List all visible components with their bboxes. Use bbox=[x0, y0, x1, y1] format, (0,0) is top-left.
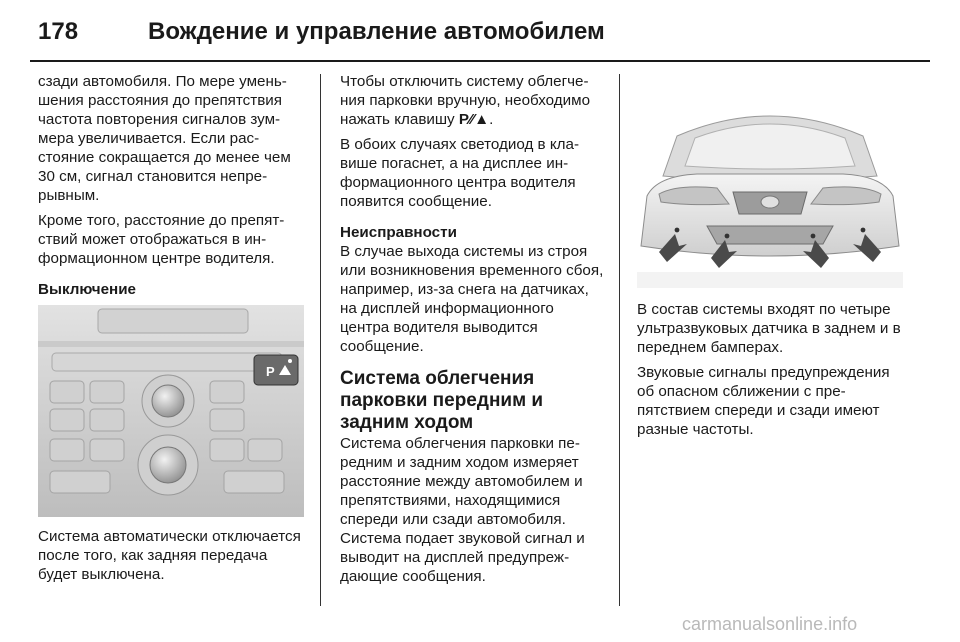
heading-switch-off: Выключение bbox=[38, 281, 136, 298]
page-number: 178 bbox=[38, 18, 79, 45]
paragraph: В случае выхода системы из строя или возникновения временного сбоя, например, из-за снега на датчиках, на дисплей информационного центра водителя выводится сообщение. bbox=[340, 243, 604, 355]
parking-key-symbol: P⁄⁄▲ bbox=[458, 111, 490, 128]
column-3 bbox=[637, 72, 907, 445]
paragraph: Система автоматически отключается после того, как задняя передача будет выключена. bbox=[38, 528, 301, 583]
figure-car-front-sensors bbox=[637, 76, 903, 288]
paragraph: В состав системы входят по четыре ультразвуковых датчика в заднем и в переднем бамперах. bbox=[637, 301, 901, 356]
page-title: Вождение и управление автомобилем bbox=[148, 18, 605, 45]
paragraph: сзади автомобиля. По мере уменьшения расстояния до препятствия частота повторения сигналов зуммера увеличивается. Если расстояние сокращается до менее чем 30 см, сигнал становится непрерывным. bbox=[38, 73, 291, 204]
column-1 bbox=[38, 72, 310, 590]
page-header bbox=[30, 14, 930, 54]
header-rule bbox=[30, 60, 930, 62]
paragraph: В обоих случаях светодиод в клавише погаснет, а на дисплее информационного центра водителя появится сообщение. bbox=[340, 136, 580, 210]
column-divider-left bbox=[320, 74, 321, 606]
figure-button-label: P bbox=[266, 364, 275, 379]
section-title: Система облегчения парковки передним и задним ходом bbox=[340, 368, 544, 433]
column-2 bbox=[340, 72, 606, 592]
paragraph: Звуковые сигналы предупреждения об опасном сближении с препятствием спереди и сзади имеют разные частоты. bbox=[637, 364, 890, 438]
paragraph: Чтобы отключить систему облегчения парковки вручную, необходимо нажать клавишу P⁄⁄▲. bbox=[340, 73, 591, 128]
figure-control-panel bbox=[38, 305, 304, 517]
heading-faults: Неисправности bbox=[340, 224, 457, 241]
paragraph: Кроме того, расстояние до препятствий может отображаться в информационном центре водителя. bbox=[38, 212, 285, 267]
watermark: carmanualsonline.info bbox=[682, 614, 858, 634]
column-divider-right bbox=[619, 74, 620, 606]
paragraph: Система облегчения парковки передним и задним ходом измеряет расстояние между автомобилем и препятствиями, находящимися спереди или сзади автомобиля. Система подает звуковой сигнал и выводит на дисплей предупреждающие сообщения. bbox=[340, 435, 585, 585]
